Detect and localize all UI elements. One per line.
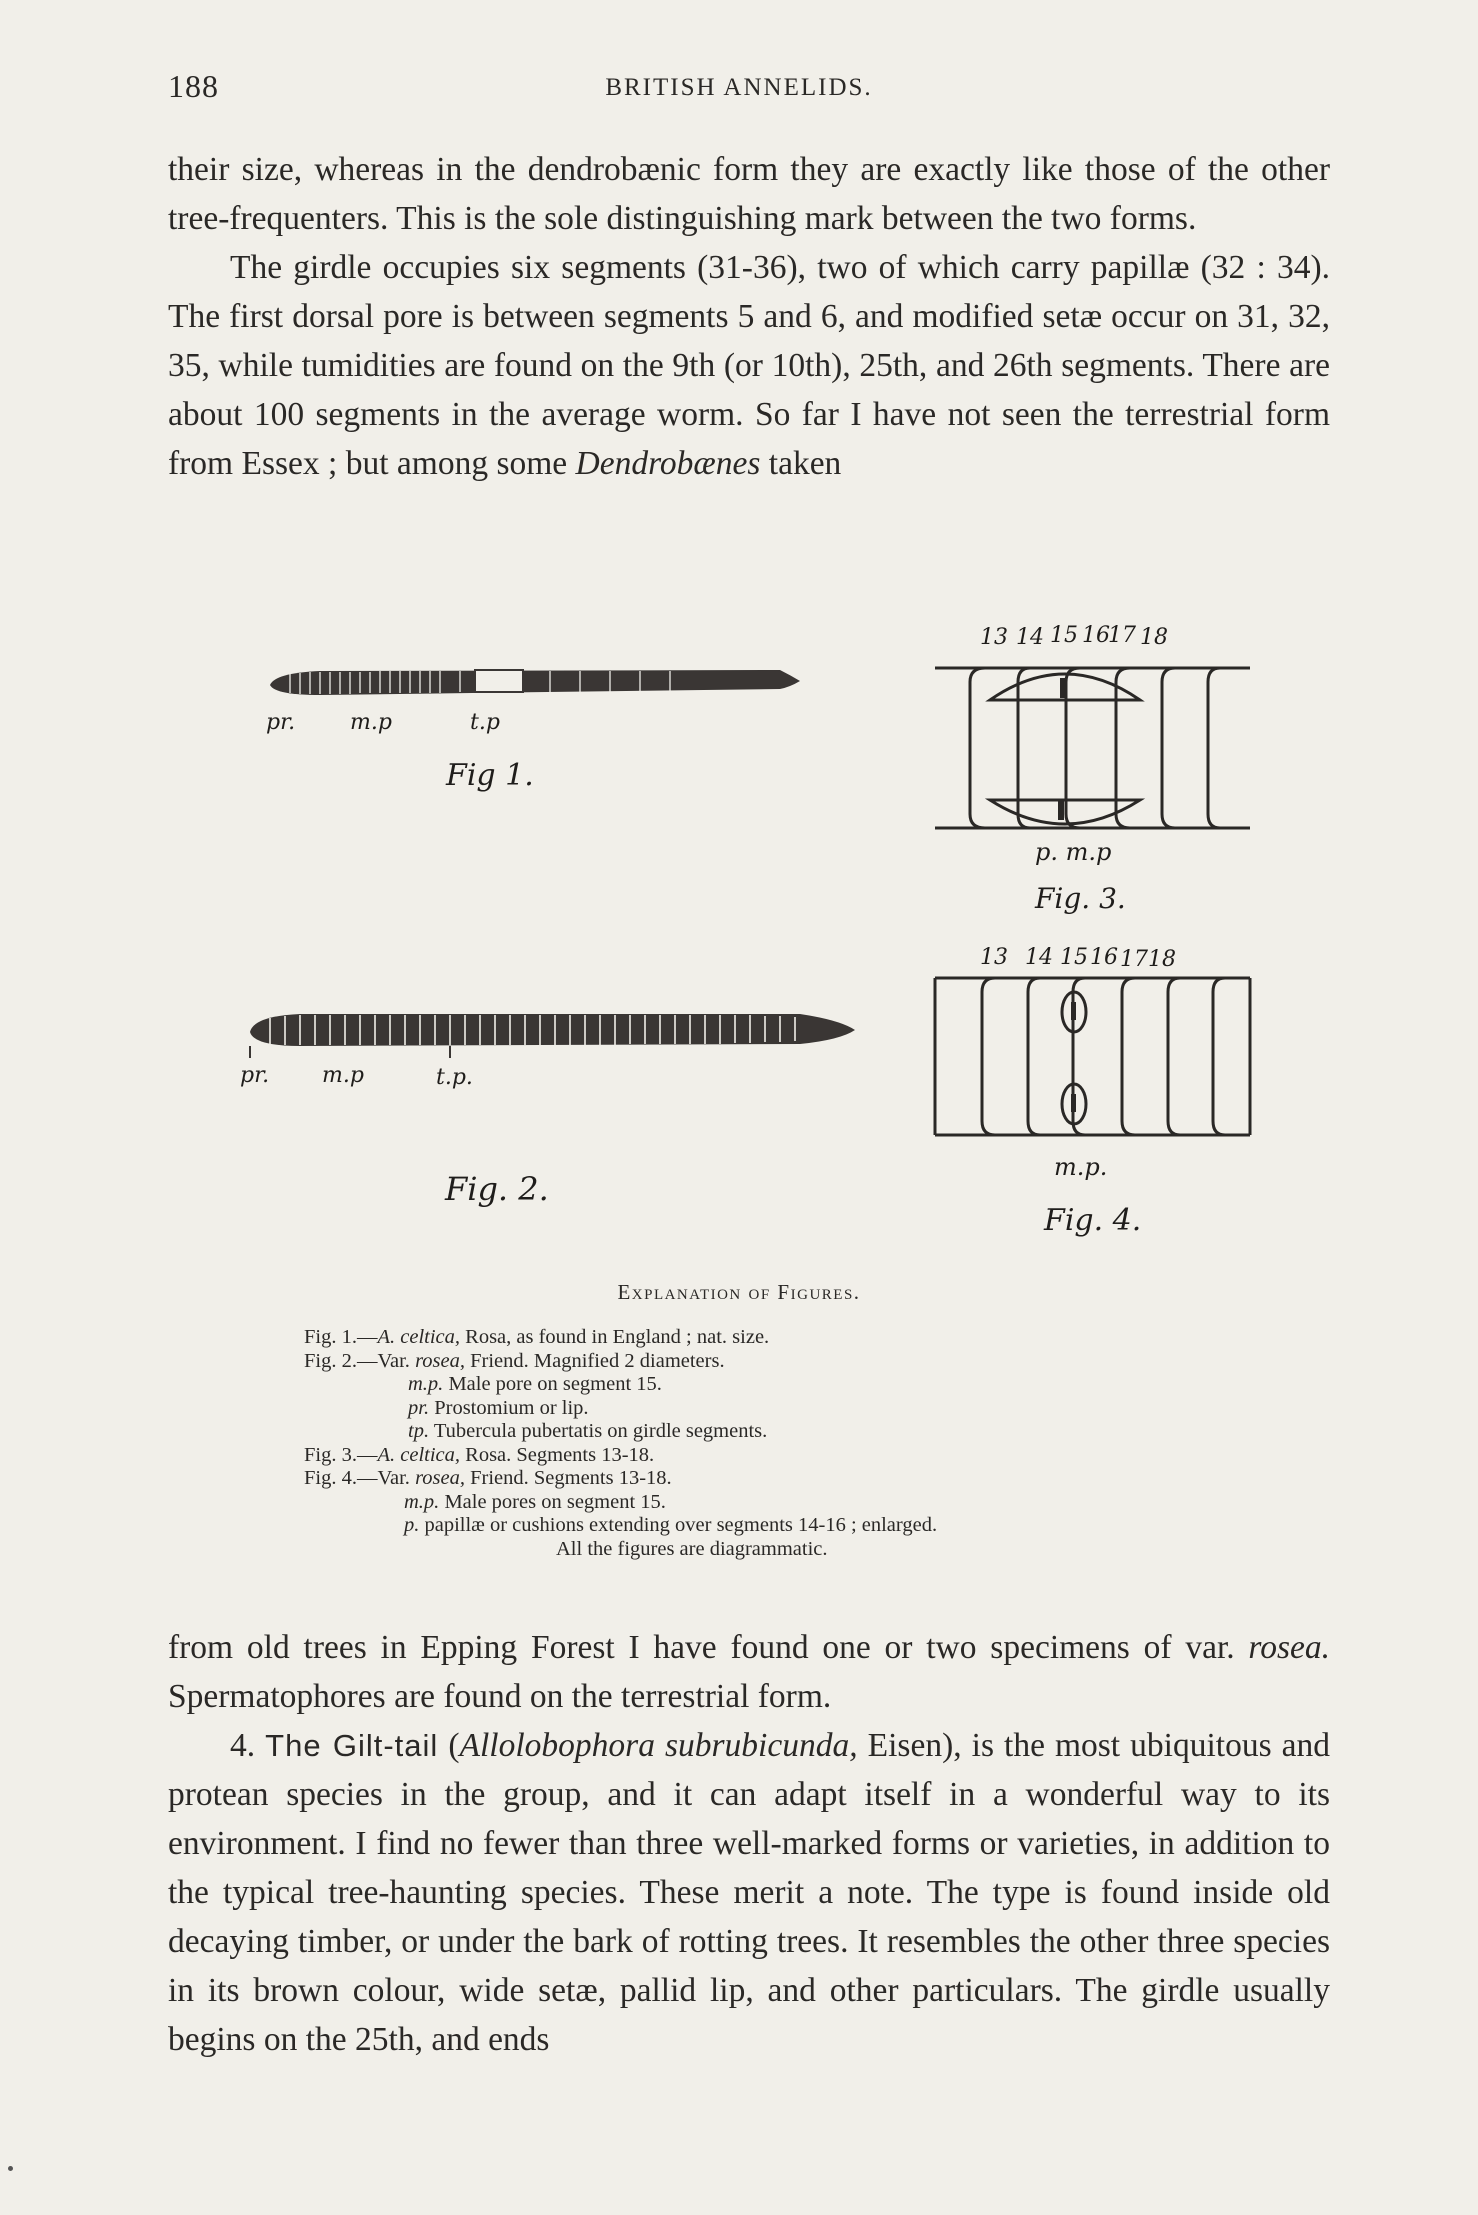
explanation-line	[304, 1538, 1204, 1562]
species-name: Allolobophora subrubicunda,	[459, 1727, 858, 1764]
fig4-seg-18: 18	[1148, 947, 1176, 972]
fig3-seg-15: 15	[1050, 623, 1078, 648]
explanation-line	[304, 1467, 1204, 1491]
fig4-caption: Fig. 4.	[1044, 1203, 1142, 1238]
paragraph-gilt-tail	[168, 1721, 1330, 2064]
expl-italic: p.	[404, 1514, 420, 1536]
fig2-label-tp: t.p.	[436, 1065, 473, 1090]
expl-prefix: Fig. 4.—Var.	[304, 1467, 416, 1489]
fig1-label-pr: pr.	[266, 710, 296, 735]
text-span: Spermatophores are found on the terrestrial form.	[168, 1678, 832, 1715]
page-number: 188	[168, 68, 219, 104]
paragraph-girdle	[168, 243, 1330, 488]
expl-italic: rosea,	[415, 1349, 465, 1372]
fig1-label-mp: m.p	[350, 710, 392, 735]
expl-rest: Prostomium or lip.	[429, 1396, 589, 1419]
italic-term: rosea.	[1248, 1629, 1330, 1666]
fig3-label-pmp: p. m.p	[1035, 838, 1112, 866]
figure-4	[930, 940, 1270, 1240]
expl-rest: Male pore on segment 15.	[443, 1373, 662, 1395]
fig4-seg-16: 16	[1090, 945, 1118, 970]
fig2-label-pr: pr.	[240, 1063, 270, 1088]
fig4-seg-13: 13	[980, 945, 1008, 970]
fig4-seg-17: 17	[1120, 947, 1148, 972]
fig4-seg-15: 15	[1060, 945, 1088, 970]
text-span: The girdle occupies six segments (31-36), two of which carry papillæ (32 : 34). The first dorsal pore is between segments 5 and 6, and modified setæ occur on 31, 32, 35, while tumidities are found on the 9th (or 10th), 25th, and 26th segments. There are about 100 segments in the average worm. So far I have not seen the terrestrial form from Essex ; but among some	[168, 249, 1330, 482]
fig3-seg-18: 18	[1140, 625, 1168, 650]
expl-rest: Tubercula pubertatis on girdle segments.	[429, 1420, 768, 1442]
section-number: 4.	[230, 1727, 266, 1764]
explanation-line	[304, 1397, 1204, 1421]
section-heading: The Gilt-tail	[265, 1728, 439, 1763]
expl-rest: Rosa, as found in England ; nat. size.	[460, 1326, 770, 1348]
figure-1	[260, 655, 800, 815]
explanation-line	[304, 1373, 1204, 1397]
figure-3	[930, 620, 1270, 920]
expl-italic: A. celtica,	[377, 1443, 461, 1466]
expl-rest: Friend. Segments 13-18.	[464, 1467, 672, 1489]
expl-italic: A. celtica,	[377, 1326, 461, 1348]
figure-2	[240, 1000, 860, 1220]
expl-rest: Friend. Magnified 2 diameters.	[464, 1349, 725, 1372]
expl-rest: Male pores on segment 15.	[439, 1490, 666, 1513]
explanation-line	[304, 1491, 1204, 1515]
running-head: BRITISH ANNELIDS.	[605, 74, 873, 101]
fig3-seg-17: 17	[1108, 623, 1136, 648]
paragraph-continuation: their size, whereas in the dendrobænic form they are exactly like those of the other tree-frequenters. This is the sole distinguishing mark between the two forms.	[168, 151, 1330, 237]
explanation-line	[304, 1326, 1204, 1350]
italic-term: Dendrobænes	[575, 445, 761, 482]
bottom-text-block	[168, 1623, 1330, 2064]
fig2-label-mp: m.p	[322, 1063, 364, 1088]
explanation-line	[304, 1514, 1204, 1538]
expl-italic: m.p.	[408, 1373, 444, 1395]
explanation-list	[304, 1326, 1204, 1561]
explanation-line	[304, 1444, 1204, 1468]
fig3-seg-16: 16	[1082, 623, 1110, 648]
fig4-diagram	[935, 978, 1250, 1135]
print-speck	[8, 2166, 13, 2171]
expl-prefix: Fig. 1.—	[304, 1326, 378, 1348]
fig3-caption: Fig. 3.	[1035, 882, 1126, 915]
fig4-seg-14: 14	[1025, 945, 1053, 970]
expl-prefix: Fig. 3.—	[304, 1443, 378, 1466]
explanation-line	[304, 1350, 1204, 1374]
top-text-block	[168, 145, 1330, 488]
fig3-seg-13: 13	[980, 625, 1008, 650]
fig1-caption: Fig 1.	[446, 758, 534, 793]
expl-rest: All the figures are diagrammatic.	[556, 1537, 828, 1560]
paragraph-epping	[168, 1623, 1330, 1721]
expl-italic: tp.	[408, 1420, 430, 1442]
expl-prefix: Fig. 2.—Var.	[304, 1349, 416, 1372]
fig1-label-tp: t.p	[470, 710, 500, 735]
expl-rest: papillæ or cushions extending over segments 14-16 ; enlarged.	[419, 1514, 938, 1536]
text-span: from old trees in Epping Forest I have found one or two specimens of var.	[168, 1629, 1249, 1666]
expl-italic: pr.	[408, 1396, 430, 1419]
fig3-seg-14: 14	[1016, 625, 1044, 650]
text-span: Eisen), is the most ubiquitous and protean species in the group, and it can adapt itself in a wonderful way to its environment. I find no fewer than three well-marked forms or varieties, in addition to the typical tree-haunting species. These merit a note. The type is found inside old decaying timber, or under the bark of rotting trees. It resembles the other three species in its brown colour, wide setæ, pallid lip, and other particulars. The girdle usually begins on the 25th, and ends	[168, 1727, 1331, 2058]
text-span: taken	[760, 445, 842, 482]
fig2-caption: Fig. 2.	[445, 1170, 549, 1208]
text-span: (	[438, 1727, 460, 1764]
explanation-title-text: Explanation of Figures.	[617, 1280, 861, 1304]
expl-rest: Rosa. Segments 13-18.	[460, 1443, 655, 1466]
explanation-line	[304, 1420, 1204, 1444]
fig1-girdle	[475, 670, 523, 692]
expl-italic: rosea,	[415, 1467, 465, 1489]
expl-italic: m.p.	[404, 1490, 440, 1513]
explanation-title	[0, 1280, 1478, 1305]
fig3-diagram	[935, 668, 1250, 828]
fig4-label-mp: m.p.	[1054, 1153, 1108, 1181]
